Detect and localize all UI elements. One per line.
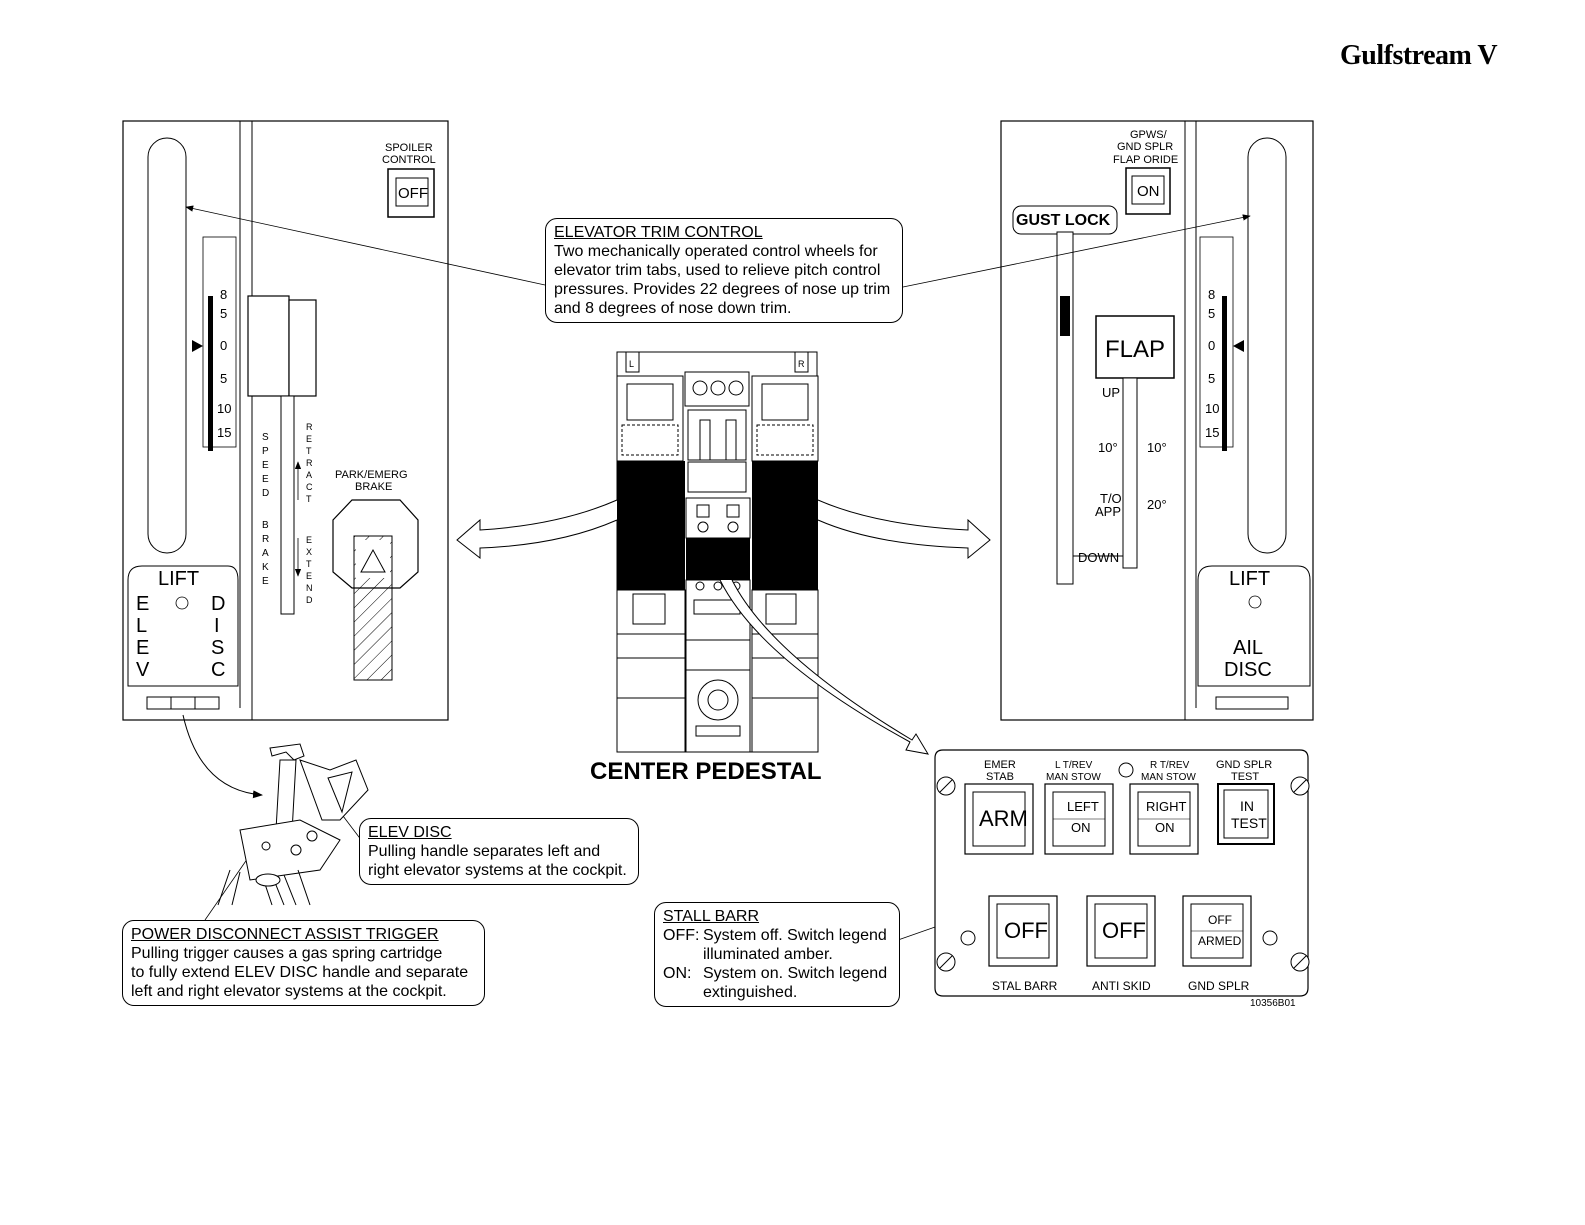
power-disconnect-title: POWER DISCONNECT ASSIST TRIGGER [131, 926, 439, 943]
l-trev-label-2: MAN STOW [1046, 772, 1101, 783]
elev-disc-handle-illustration [218, 744, 368, 905]
gpws-label-1: GPWS/ [1130, 129, 1167, 141]
svg-text:S: S [262, 432, 269, 443]
park-brake-label-2: BRAKE [355, 481, 393, 493]
brand-logo: Gulfstream V [1340, 40, 1498, 71]
elev-disc-line-2: right elevator systems at the cockpit. [368, 862, 627, 879]
right-trim-scale-10: 10 [1205, 401, 1220, 416]
elevator-trim-line-3: pressures. Provides 22 degrees of nose up trim [554, 281, 891, 298]
svg-text:B: B [262, 520, 269, 531]
gnd-splr-off-text: OFF [1208, 913, 1232, 927]
pedestal-right-tag: R [798, 359, 805, 369]
left-trim-scale-0: 0 [220, 338, 228, 353]
power-disconnect-line-3: left and right elevator systems at the cockpit. [131, 983, 447, 1000]
elevator-trim-line-1: Two mechanically operated control wheels for [554, 243, 878, 260]
elev-disc-title: ELEV DISC [368, 824, 452, 841]
center-pedestal-title: CENTER PEDESTAL [590, 758, 822, 785]
left-trim-scale-10: 10 [217, 401, 232, 416]
stall-barr-title: STALL BARR [663, 908, 760, 925]
l-trev-man-stow-switch[interactable] [1045, 784, 1113, 854]
svg-text:T: T [306, 446, 312, 456]
gpws-override-switch[interactable] [1126, 168, 1170, 214]
anti-skid-off-text: OFF [1102, 918, 1146, 943]
elevator-trim-line-2: elevator trim tabs, used to relieve pitch control [554, 262, 881, 279]
document-number: 10356B01 [1250, 998, 1296, 1009]
svg-text:E: E [262, 474, 269, 485]
svg-text:E: E [306, 571, 313, 581]
svg-text:X: X [306, 547, 313, 557]
trigger-leader [205, 855, 250, 920]
elev-letter-v: V [136, 659, 150, 681]
flap-up-label: UP [1102, 385, 1121, 400]
svg-text:A: A [262, 548, 269, 559]
spoiler-control-label-1: SPOILER [385, 142, 433, 154]
spoiler-control-label-2: CONTROL [382, 154, 436, 166]
flap-10-right-label: 10° [1147, 440, 1167, 455]
flap-to-label: T/O [1100, 491, 1122, 506]
right-on-switch-text: ON [1155, 820, 1175, 835]
right-trim-wheel[interactable] [1248, 138, 1286, 553]
stall-barr-on-key: ON: [663, 965, 692, 982]
stal-barr-switch[interactable] [989, 896, 1057, 966]
svg-text:E: E [262, 460, 269, 471]
left-trim-scale-5b: 5 [220, 371, 228, 386]
right-control-panel [1001, 121, 1313, 720]
right-trim-scale-0: 0 [1208, 338, 1216, 353]
gpws-label-2: GND SPLR [1117, 141, 1174, 153]
left-lift-label: LIFT [158, 568, 200, 590]
svg-text:T: T [306, 494, 312, 504]
stall-barr-on-line-2: extinguished. [703, 984, 798, 1001]
disc-label: DISC [1224, 659, 1272, 681]
r-trev-label-2: MAN STOW [1141, 772, 1196, 783]
elevator-trim-title: ELEVATOR TRIM CONTROL [554, 224, 763, 241]
disc-letter-s: S [211, 637, 225, 659]
emer-stab-label-2: STAB [986, 771, 1014, 783]
spoiler-control-switch[interactable] [388, 169, 434, 217]
flap-20-label: 20° [1147, 497, 1167, 512]
flap-down-label: DOWN [1078, 550, 1120, 565]
gust-lock-label: GUST LOCK [1016, 212, 1111, 229]
anti-skid-switch[interactable] [1087, 896, 1155, 966]
stall-barr-on-line-1: System on. Switch legend [703, 965, 888, 982]
elevator-trim-line-4: and 8 degrees of nose down trim. [554, 300, 792, 317]
emer-stab-label-1: EMER [984, 759, 1016, 771]
svg-text:N: N [306, 583, 313, 593]
ail-label: AIL [1233, 637, 1264, 659]
svg-text:R: R [262, 534, 270, 545]
svg-text:E: E [306, 434, 313, 444]
l-trev-label-1: L T/REV [1055, 760, 1093, 771]
right-lift-label: LIFT [1229, 568, 1271, 590]
flap-app-label: APP [1095, 504, 1122, 519]
park-brake-label-1: PARK/EMERG [335, 469, 408, 481]
gnd-splr-switch[interactable] [1183, 896, 1251, 966]
left-trim-scale-15: 15 [217, 425, 232, 440]
elev-disc-callout [359, 818, 639, 885]
spoiler-switch-text: OFF [398, 185, 428, 202]
elevator-trim-callout [545, 218, 903, 323]
gpws-switch-text: ON [1137, 183, 1160, 200]
left-switch-text: LEFT [1067, 799, 1099, 814]
left-control-panel [123, 121, 448, 720]
r-trev-label-1: R T/REV [1150, 760, 1190, 771]
power-disconnect-callout [122, 920, 485, 1006]
stall-barr-off-line-1: System off. Switch legend [703, 927, 887, 944]
svg-text:C: C [306, 482, 313, 492]
flap-label: FLAP [1105, 336, 1166, 363]
svg-text:R: R [306, 458, 313, 468]
svg-text:P: P [262, 446, 269, 457]
emer-stab-arm-switch[interactable] [965, 784, 1033, 854]
gpws-label-3: FLAP ORIDE [1113, 154, 1179, 166]
in-test-text-2: TEST [1231, 815, 1267, 831]
switch-panel [935, 750, 1309, 996]
power-disconnect-line-1: Pulling trigger causes a gas spring cartridge [131, 945, 443, 962]
svg-text:A: A [306, 470, 313, 480]
disc-letter-d: D [211, 593, 226, 615]
right-trim-scale-5b: 5 [1208, 371, 1216, 386]
flap-10-left-label: 10° [1098, 440, 1118, 455]
elev-disc-line-1: Pulling handle separates left and [368, 843, 601, 860]
svg-text:T: T [306, 559, 312, 569]
gnd-splr-armed-text: ARMED [1198, 934, 1242, 948]
center-pedestal [617, 352, 818, 752]
gnd-splr-test-label-2: TEST [1231, 771, 1260, 783]
gnd-splr-label: GND SPLR [1188, 979, 1250, 993]
stall-barr-off-line-2: illuminated amber. [703, 946, 833, 963]
disc-letter-c: C [211, 659, 226, 681]
r-trev-man-stow-switch[interactable] [1130, 784, 1198, 854]
pedestal-left-arrow-icon [457, 500, 617, 558]
left-on-switch-text: ON [1071, 820, 1091, 835]
power-disconnect-line-2: to fully extend ELEV DISC handle and separate [131, 964, 469, 981]
stal-barr-label: STAL BARR [992, 979, 1058, 993]
left-trim-scale-5a: 5 [220, 306, 228, 321]
svg-text:E: E [262, 576, 269, 587]
svg-text:K: K [262, 562, 269, 573]
right-trim-scale-8: 8 [1208, 287, 1216, 302]
in-test-text-1: IN [1240, 798, 1254, 814]
gnd-splr-test-label-1: GND SPLR [1216, 759, 1273, 771]
arm-switch-text: ARM [979, 806, 1028, 831]
stal-barr-off-text: OFF [1004, 918, 1048, 943]
svg-text:D: D [262, 488, 270, 499]
svg-text:R: R [306, 422, 313, 432]
elev-letter-l: L [136, 615, 148, 637]
svg-text:D: D [306, 595, 313, 605]
elev-letter-e1: E [136, 593, 150, 615]
stall-barr-callout [654, 902, 900, 1007]
elev-disc-detail-arrow [183, 715, 262, 795]
pedestal-left-tag: L [629, 359, 635, 369]
anti-skid-label: ANTI SKID [1092, 979, 1151, 993]
left-trim-scale-8: 8 [220, 287, 228, 302]
svg-text:E: E [306, 535, 313, 545]
stall-barr-off-key: OFF: [663, 927, 700, 944]
right-switch-text: RIGHT [1146, 799, 1187, 814]
gnd-splr-test-switch[interactable] [1218, 784, 1274, 844]
elev-letter-e2: E [136, 637, 150, 659]
left-trim-wheel[interactable] [148, 138, 186, 553]
disc-letter-i: I [214, 615, 220, 637]
right-trim-scale-15: 15 [1205, 425, 1220, 440]
pedestal-right-arrow-icon [818, 500, 990, 558]
right-trim-scale-5a: 5 [1208, 306, 1216, 321]
